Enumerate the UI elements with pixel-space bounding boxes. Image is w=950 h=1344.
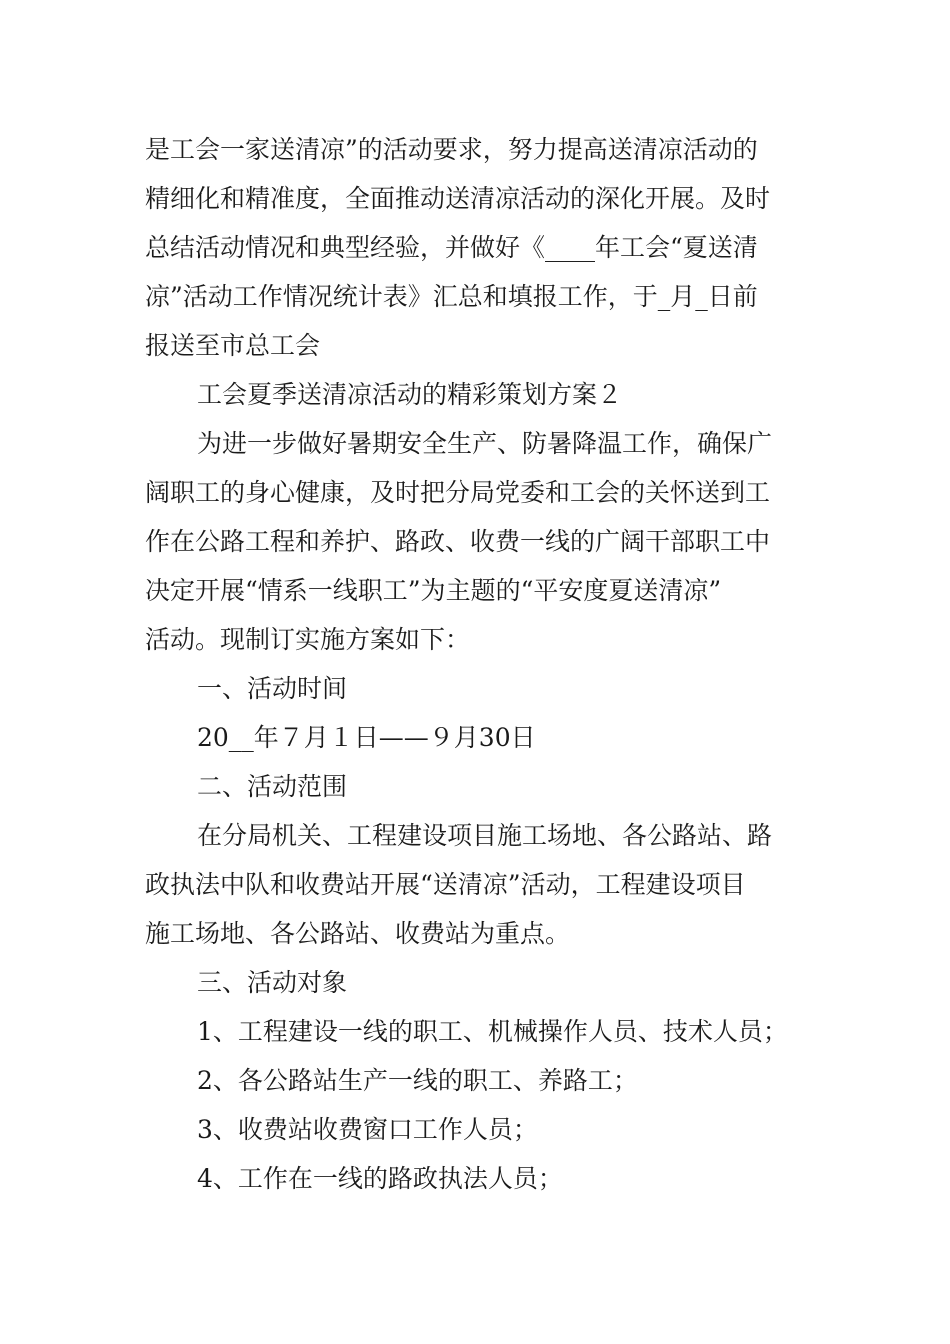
section-heading-targets: 三、活动对象 bbox=[197, 968, 348, 997]
target-item: 4、工作在一线的路政执法人员； bbox=[197, 1164, 563, 1193]
section-title: 工会夏季送清凉活动的精彩策划方案２ bbox=[197, 380, 623, 409]
target-item: 3、收费站收费窗口工作人员； bbox=[197, 1115, 538, 1144]
intro-line: 活动。现制订实施方案如下： bbox=[145, 625, 471, 654]
scope-line: 政执法中队和收费站开展“送清凉”活动，工程建设项目 bbox=[145, 870, 746, 899]
section-heading-scope: 二、活动范围 bbox=[197, 772, 348, 801]
intro-line: 作在公路工程和养护、路政、收费一线的广阔干部职工中 bbox=[145, 527, 771, 556]
section-heading-time: 一、活动时间 bbox=[197, 674, 348, 703]
intro-line: 决定开展“情系一线职工”为主题的“平安度夏送清凉” bbox=[145, 576, 722, 605]
text-line: 报送至市总工会 bbox=[145, 331, 321, 360]
time-value: 20__年７月１日——９月30日 bbox=[197, 723, 536, 752]
intro-line: 为进一步做好暑期安全生产、防暑降温工作，确保广 bbox=[197, 429, 773, 458]
text-line: 是工会一家送清凉”的活动要求，努力提高送清凉活动的 bbox=[145, 135, 758, 164]
text-line: 凉”活动工作情况统计表》汇总和填报工作，于_月_日前 bbox=[145, 282, 758, 311]
document-body bbox=[145, 125, 810, 1203]
target-item: 1、工程建设一线的职工、机械操作人员、技术人员； bbox=[197, 1017, 788, 1046]
scope-line: 在分局机关、工程建设项目施工场地、各公路站、路 bbox=[197, 821, 773, 850]
scope-line: 施工场地、各公路站、收费站为重点。 bbox=[145, 919, 571, 948]
text-line: 总结活动情况和典型经验，并做好《____年工会“夏送清 bbox=[145, 233, 758, 262]
text-line: 精细化和精准度，全面推动送清凉活动的深化开展。及时 bbox=[145, 184, 771, 213]
intro-line: 阔职工的身心健康，及时把分局党委和工会的关怀送到工 bbox=[145, 478, 771, 507]
target-item: 2、各公路站生产一线的职工、养路工； bbox=[197, 1066, 638, 1095]
